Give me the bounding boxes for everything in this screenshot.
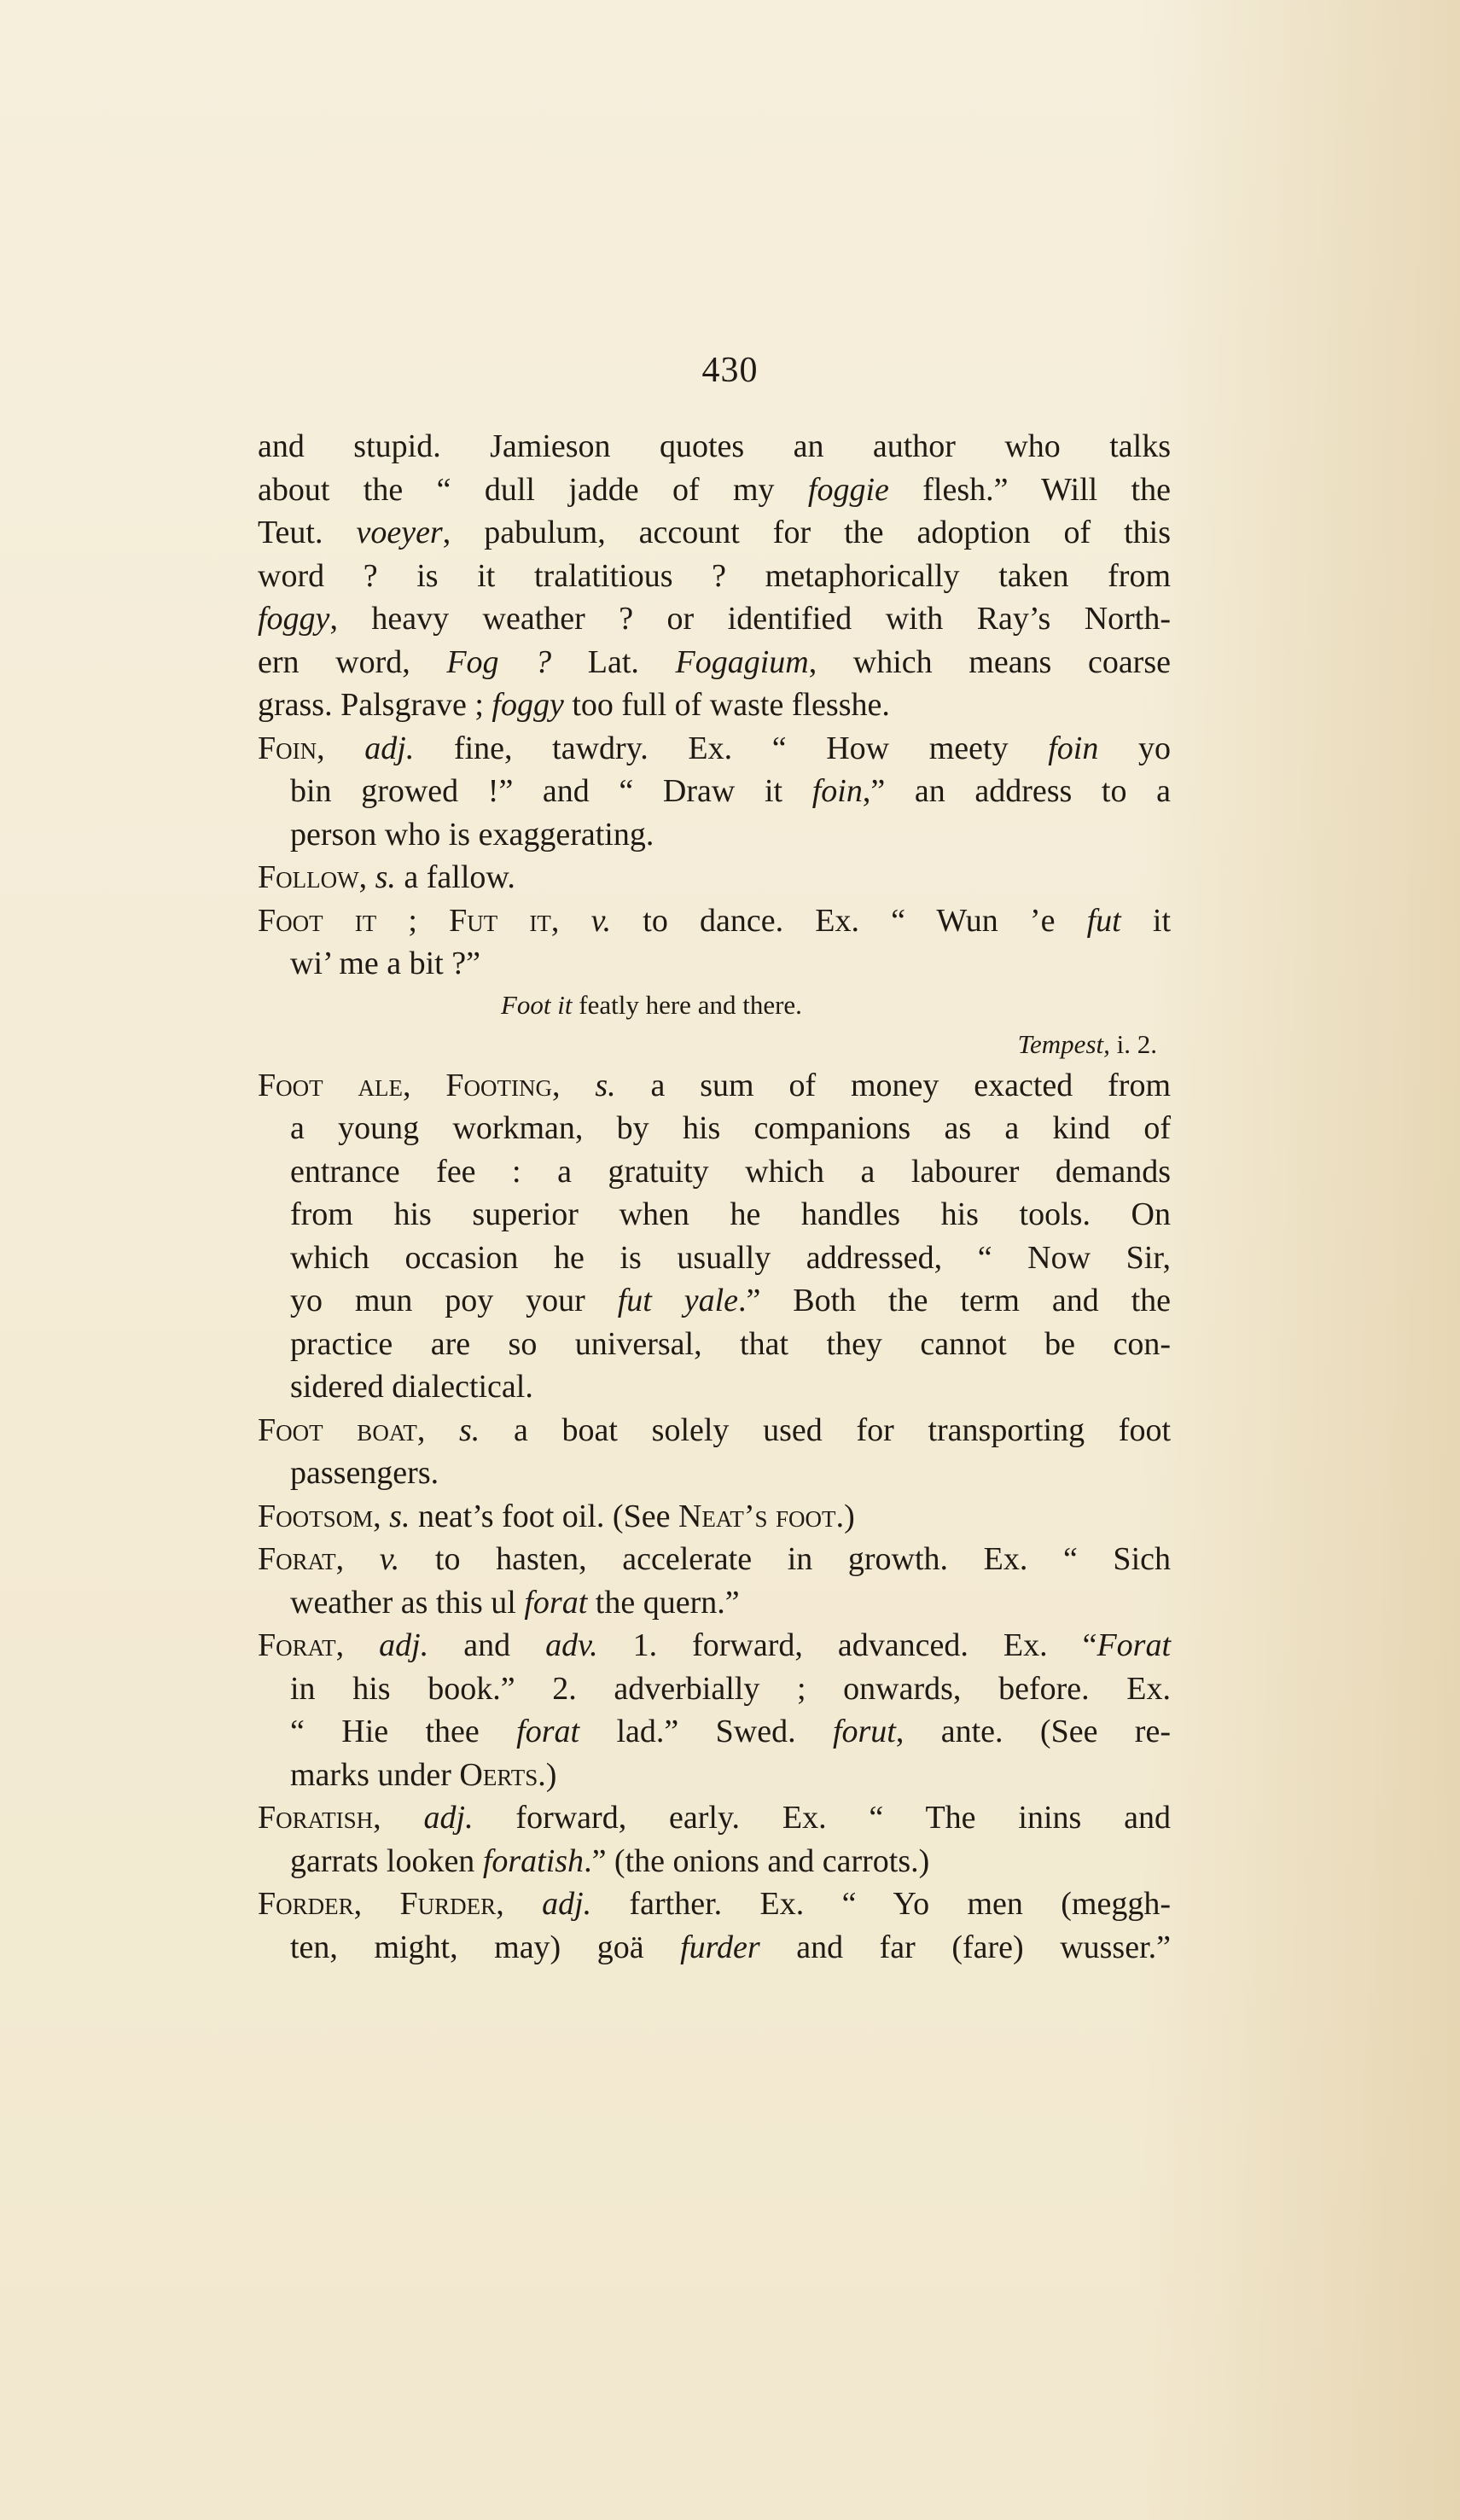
text-run: marks under [290, 1756, 460, 1793]
italic-text: foggy [258, 601, 330, 637]
entry-continuation-line [258, 1279, 1171, 1323]
text-run: wi’ me a bit ?” [290, 946, 480, 981]
text-run: , ante. (See re- [895, 1714, 1171, 1749]
italic-text: voeyer [356, 515, 443, 550]
text-run: Lat. [551, 643, 676, 680]
entry-line [258, 511, 1171, 555]
italic-text: s. [595, 1067, 616, 1103]
text-run: , [317, 730, 365, 766]
italic-text: forat [516, 1714, 580, 1749]
quotation-line [258, 986, 1171, 1025]
entry-continuation-line [258, 1107, 1171, 1150]
italic-text: adj. [379, 1627, 429, 1663]
entry-continuation-line [258, 1150, 1171, 1194]
text-run: , [402, 1067, 446, 1103]
text-run: it [1120, 902, 1172, 939]
text-run: 1. forward, advanced. Ex. “ [597, 1627, 1097, 1663]
headword: Follow [258, 859, 359, 895]
text-run: fine, tawdry. Ex. “ How meety [414, 730, 1049, 766]
headword: Oerts [459, 1756, 538, 1793]
italic-text: foin [1048, 730, 1099, 766]
page-number: 430 [701, 351, 759, 390]
entry-line [258, 1538, 1171, 1581]
text-run: , [335, 1627, 380, 1663]
text-run: to dance. Ex. “ Wun ’e [611, 902, 1087, 939]
entry-continuation-line [258, 770, 1171, 813]
text-run: .” Both the term and the [738, 1283, 1171, 1318]
italic-text: foggie [807, 471, 889, 508]
text-run: forward, early. Ex. “ The inins and [473, 1800, 1171, 1836]
italic-text: adj. [364, 730, 415, 766]
text-run: , [550, 902, 591, 939]
entry-line [258, 1624, 1171, 1667]
text-run: , [353, 1886, 400, 1922]
entry-line [258, 1796, 1171, 1840]
entry-line [258, 727, 1171, 771]
text-run: yo mun poy your [290, 1283, 618, 1318]
text-run: i. 2. [1109, 1028, 1157, 1059]
headword: Fut it [449, 902, 551, 939]
text-run: ; [376, 902, 450, 939]
italic-text: Tempest, [1017, 1028, 1110, 1059]
text-run: the quern.” [587, 1584, 740, 1621]
text-run: and far (fare) wusser.” [759, 1929, 1171, 1965]
text-run: bin growed !” and “ Draw it [290, 773, 812, 809]
italic-text: foin [811, 773, 863, 809]
entry-continuation-line [258, 1323, 1171, 1366]
italic-text: forut [832, 1714, 896, 1749]
quotation-source [258, 1025, 1171, 1064]
entry-line [258, 684, 1171, 727]
text-run: , [373, 1800, 424, 1836]
text-run: Teut. [258, 515, 357, 550]
text-run: which occasion he is usually addressed, “ Now Sir, [290, 1239, 1171, 1276]
text-run: weather as this ul [290, 1584, 525, 1621]
entry-continuation-line [258, 942, 1171, 986]
italic-text: Fog ? [446, 643, 552, 680]
entry-line [258, 856, 1171, 899]
text-run: , [358, 859, 375, 895]
text-run: , pabulum, account for the adoption of this [442, 515, 1171, 550]
entry-line [258, 425, 1171, 468]
entry-continuation-line [258, 1365, 1171, 1409]
italic-text: Fogagium [675, 643, 809, 680]
headword: Foin [258, 730, 317, 766]
text-run: a fallow. [395, 859, 515, 895]
italic-text: v. [379, 1541, 400, 1577]
text-run: farther. Ex. “ Yo men (meggh- [591, 1886, 1171, 1922]
headword: Foratish [258, 1800, 374, 1836]
italic-text: foggy [492, 687, 564, 723]
text-run: and stupid. Jamieson quotes an author who talks [258, 428, 1171, 464]
text-run: about the “ dull jadde of my [258, 471, 808, 508]
text-run: practice are so universal, that they cannot be con- [290, 1325, 1171, 1362]
text-run: , [373, 1498, 390, 1534]
text-run: , heavy weather ? or identified with Ray’s North- [329, 601, 1171, 637]
text-run: “ Hie thee [290, 1714, 517, 1749]
italic-text: v. [590, 902, 612, 939]
text-run: grass. Palsgrave ; [258, 687, 492, 723]
italic-text: forat [524, 1584, 588, 1621]
italic-text: s. [375, 859, 396, 895]
text-run: flesh.” Will the [888, 471, 1171, 508]
italic-text: furder [680, 1929, 760, 1965]
entry-continuation-line [258, 1193, 1171, 1237]
entry-line [258, 899, 1171, 943]
entry-line [258, 468, 1171, 512]
text-run: in his book.” 2. adverbially ; onwards, before. Ex. [290, 1670, 1171, 1707]
text-run: lad.” Swed. [579, 1714, 833, 1749]
text-run: from his superior when he handles his tools. On [290, 1196, 1171, 1232]
text-run: passengers. [290, 1455, 439, 1491]
text-run: ern word, [258, 643, 447, 680]
headword: Furder [399, 1886, 497, 1922]
text-run: and [428, 1627, 546, 1663]
text-run: a sum of money exacted from [615, 1067, 1172, 1103]
entry-continuation-line [258, 1754, 1171, 1797]
text-run: .” (the onions and carrots.) [584, 1842, 930, 1879]
entry-continuation-line [258, 1710, 1171, 1754]
entry-line [258, 1883, 1171, 1926]
entry-continuation-line [258, 813, 1171, 857]
text-run: person who is exaggerating. [290, 816, 654, 853]
headword: Forat [258, 1627, 336, 1663]
text-column [258, 425, 1171, 1969]
headword: Footing [445, 1067, 552, 1103]
italic-text: fut [1086, 902, 1121, 939]
text-run: ,” an address to a [862, 773, 1171, 809]
text-run: , [496, 1886, 543, 1922]
text-run: garrats looken [290, 1842, 483, 1879]
italic-text: adj. [423, 1800, 474, 1836]
headword: Foot ale [258, 1067, 403, 1103]
text-run: neat’s foot oil. (See [410, 1498, 678, 1534]
text-run: entrance fee : a gratuity which a labourer demands [290, 1153, 1171, 1190]
entry-continuation-line [258, 1237, 1171, 1280]
italic-text: adv. [545, 1627, 598, 1663]
text-run: , [416, 1411, 460, 1448]
text-run: , [335, 1541, 380, 1577]
headword: Footsom [258, 1498, 374, 1534]
entry-line [258, 641, 1171, 684]
text-run: ten, might, may) goä [290, 1929, 681, 1965]
italic-text: fut yale [617, 1283, 738, 1318]
text-run: .) [538, 1756, 557, 1793]
entry-line [258, 555, 1171, 598]
text-run: too full of waste flesshe. [563, 687, 890, 723]
headword: Forder [258, 1886, 354, 1922]
text-run: word ? is it tralatitious ? metaphorically taken from [258, 557, 1171, 594]
headword: Foot it [258, 902, 377, 939]
italic-text: Foot it [501, 989, 573, 1020]
text-run: featly here and there. [572, 989, 802, 1020]
entry-line [258, 1409, 1171, 1452]
entry-line [258, 1064, 1171, 1108]
text-run: a boat solely used for transporting foot [480, 1411, 1171, 1448]
italic-text: Forat [1096, 1627, 1171, 1663]
text-run: , which means coarse [808, 643, 1171, 680]
entry-line [258, 597, 1171, 641]
text-run: yo [1098, 730, 1171, 766]
entry-continuation-line [258, 1581, 1171, 1625]
entry-continuation-line [258, 1452, 1171, 1495]
text-run: , [551, 1067, 596, 1103]
headword: Neat’s foot [678, 1498, 836, 1534]
italic-text: s. [459, 1411, 480, 1448]
text-run: a young workman, by his companions as a kind of [290, 1110, 1171, 1146]
entry-continuation-line [258, 1840, 1171, 1883]
entry-continuation-line [258, 1926, 1171, 1970]
entry-continuation-line [258, 1667, 1171, 1711]
italic-text: foratish [482, 1842, 585, 1879]
text-run: to hasten, accelerate in growth. Ex. “ Sich [399, 1541, 1171, 1577]
text-run: sidered dialectical. [290, 1369, 533, 1405]
entry-line [258, 1495, 1171, 1539]
text-run: .) [835, 1498, 855, 1534]
italic-text: adj. [542, 1886, 592, 1922]
headword: Forat [258, 1541, 336, 1577]
headword: Foot boat [258, 1411, 417, 1448]
italic-text: s. [389, 1498, 410, 1534]
